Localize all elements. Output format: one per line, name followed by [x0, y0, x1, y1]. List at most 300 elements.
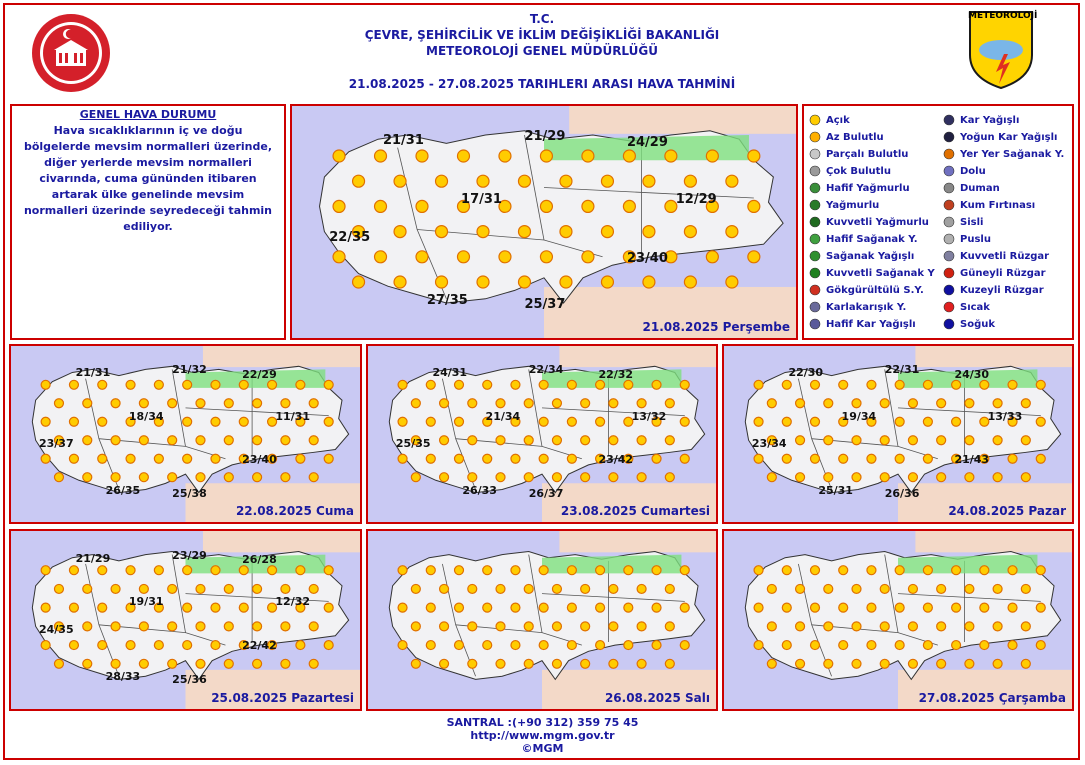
legend-label: Güneyli Rüzgar [960, 267, 1046, 279]
sunny-icon [440, 399, 449, 408]
sunny-icon [496, 436, 505, 445]
sunny-icon [518, 276, 530, 288]
temp-label: 26/33 [462, 483, 497, 497]
sunny-icon [867, 603, 876, 612]
sunny-icon [965, 584, 974, 593]
legend-label: Hafif Kar Yağışlı [826, 318, 916, 330]
sunny-icon [908, 659, 917, 668]
sunny-icon [1021, 659, 1030, 668]
sunny-icon [993, 659, 1002, 668]
sunny-icon [782, 566, 791, 575]
sunny-icon [539, 417, 548, 426]
sunny-icon [754, 380, 763, 389]
legend-symbol-icon [942, 113, 956, 127]
sunny-icon [268, 566, 277, 575]
sunny-icon [483, 454, 492, 463]
sunny-icon [993, 399, 1002, 408]
legend-item [808, 163, 891, 179]
sunny-icon [596, 641, 605, 650]
sunny-icon [309, 622, 318, 631]
sunny-icon [680, 380, 689, 389]
sunny-icon [567, 641, 576, 650]
footer-url[interactable]: http://www.mgm.gov.tr [470, 729, 615, 742]
sunny-icon [239, 380, 248, 389]
sunny-icon [168, 399, 177, 408]
neighbor-land [559, 531, 716, 552]
sunny-icon [880, 399, 889, 408]
sunny-icon [880, 622, 889, 631]
temp-label: 19/31 [128, 595, 164, 609]
sunny-icon [665, 659, 674, 668]
sunny-icon [609, 473, 618, 482]
sunny-icon [483, 641, 492, 650]
sunny-icon [309, 473, 318, 482]
sunny-icon [540, 251, 552, 263]
general-weather-title: GENEL HAVA DURUMU [79, 108, 217, 121]
legend-item [942, 214, 983, 230]
legend-item [942, 163, 986, 179]
sunny-icon [281, 436, 290, 445]
sunny-icon [582, 251, 594, 263]
sunny-icon [411, 622, 420, 631]
sunny-icon [923, 380, 932, 389]
sunny-icon [333, 251, 345, 263]
sunny-icon [183, 641, 192, 650]
sunny-icon [643, 276, 655, 288]
legend-label: Karlakarışık Y. [826, 301, 907, 313]
sunny-icon [54, 584, 63, 593]
sunny-icon [183, 417, 192, 426]
sunny-icon [1021, 584, 1030, 593]
legend-label: Dolu [960, 165, 986, 177]
sunny-icon [767, 584, 776, 593]
sunny-icon [253, 473, 262, 482]
sunny-icon [281, 473, 290, 482]
temp-label: 22/31 [884, 363, 920, 377]
temp-label: 25/37 [524, 297, 566, 312]
header-directorate: METEOROLOJİ GENEL MÜDÜRLÜĞÜ [426, 44, 658, 58]
temp-label: 23/34 [751, 437, 787, 451]
legend-item [942, 299, 990, 315]
temp-label: 19/34 [841, 409, 877, 423]
sunny-icon [69, 380, 78, 389]
sunny-icon [196, 622, 205, 631]
sunny-icon [811, 603, 820, 612]
sunny-icon [839, 603, 848, 612]
legend-label: Hafif Sağanak Y. [826, 233, 918, 245]
forecast-map-day1 [290, 104, 798, 340]
forecast-map-day3 [366, 344, 718, 524]
general-weather-text: Hava sıcaklıklarının iç ve doğu bölgelerde mevsim normalleri üzerinde, diğer yerlerde mevsim normalleri civarında, cuma gününden itibaren artarak ülke genelinde mevsim normalleri üzerinde seyredeceği tahmin ediliyor. [23, 124, 273, 233]
sunny-icon [98, 641, 107, 650]
sunny-icon [98, 380, 107, 389]
sunny-icon [993, 473, 1002, 482]
legend-label: Kuzeyli Rüzgar [960, 284, 1044, 296]
sunny-icon [824, 584, 833, 593]
legend-symbol-icon [808, 181, 822, 195]
temp-label: 13/32 [631, 409, 667, 423]
sunny-icon [196, 584, 205, 593]
legend-item [808, 299, 906, 315]
sunny-icon [483, 566, 492, 575]
sunny-icon [1036, 641, 1045, 650]
forecast-map-day7 [722, 529, 1074, 711]
sunny-icon [560, 276, 572, 288]
sunny-icon [665, 399, 674, 408]
sunny-icon [436, 175, 448, 187]
temp-label: 11/31 [275, 409, 311, 423]
sunny-icon [908, 622, 917, 631]
sunny-icon [224, 622, 233, 631]
sunny-icon [684, 175, 696, 187]
sunny-icon [895, 454, 904, 463]
sunny-icon [726, 226, 738, 238]
sunny-icon [811, 417, 820, 426]
sunny-icon [239, 417, 248, 426]
legend-symbol-icon [942, 198, 956, 212]
temp-label: 23/29 [172, 548, 207, 562]
temp-label: 22/35 [329, 229, 371, 245]
sunny-icon [296, 566, 305, 575]
map-date: 24.08.2025 Pazar [948, 504, 1066, 518]
legend-symbol-icon [808, 147, 822, 161]
sunny-icon [965, 659, 974, 668]
sunny-icon [923, 603, 932, 612]
legend-item [808, 197, 879, 213]
sunny-icon [211, 454, 220, 463]
sunny-icon [601, 175, 613, 187]
sunny-icon [411, 584, 420, 593]
sunny-icon [111, 659, 120, 668]
sunny-icon [993, 436, 1002, 445]
sunny-icon [952, 380, 961, 389]
sunny-icon [908, 399, 917, 408]
sunny-icon [54, 399, 63, 408]
sunny-icon [680, 603, 689, 612]
sunny-icon [183, 454, 192, 463]
sunny-icon [680, 454, 689, 463]
sunny-icon [937, 436, 946, 445]
sunny-icon [41, 380, 50, 389]
sunny-icon [411, 659, 420, 668]
sunny-icon [539, 641, 548, 650]
temp-label: 24/35 [38, 623, 74, 637]
sunny-icon [980, 603, 989, 612]
sunny-icon [965, 436, 974, 445]
sunny-icon [168, 436, 177, 445]
map-date: 21.08.2025 Perşembe [642, 320, 790, 334]
sunny-icon [524, 473, 533, 482]
sunny-icon [952, 603, 961, 612]
sunny-icon [168, 584, 177, 593]
sunny-icon [1036, 566, 1045, 575]
legend-label: Çok Bulutlu [826, 165, 891, 177]
sunny-icon [468, 659, 477, 668]
sunny-icon [937, 399, 946, 408]
temp-label: 21/32 [172, 363, 207, 377]
temp-label: 12/29 [675, 192, 717, 207]
legend-label: Açık [826, 114, 850, 126]
sunny-icon [83, 473, 92, 482]
sunny-icon [937, 584, 946, 593]
sunny-icon [468, 436, 477, 445]
sunny-icon [895, 417, 904, 426]
sunny-icon [511, 603, 520, 612]
sunny-icon [224, 584, 233, 593]
sunny-icon [98, 417, 107, 426]
legend-symbol-icon [942, 283, 956, 297]
sunny-icon [923, 566, 932, 575]
sunny-icon [426, 417, 435, 426]
sunny-icon [582, 150, 594, 162]
sunny-icon [524, 622, 533, 631]
sunny-icon [524, 584, 533, 593]
sunny-icon [483, 380, 492, 389]
sunny-icon [839, 566, 848, 575]
sunny-icon [483, 603, 492, 612]
sunny-icon [224, 399, 233, 408]
sunny-icon [1008, 454, 1017, 463]
sunny-icon [952, 417, 961, 426]
legend-item [808, 146, 908, 162]
sunny-icon [41, 603, 50, 612]
legend-symbol-icon [808, 249, 822, 263]
legend-symbol-icon [808, 300, 822, 314]
legend-label: Kuvvetli Rüzgar [960, 250, 1050, 262]
sunny-icon [880, 473, 889, 482]
legend-box [802, 104, 1074, 340]
legend-label: Yer Yer Sağanak Y. [960, 148, 1065, 160]
sunny-icon [83, 584, 92, 593]
sunny-icon [455, 603, 464, 612]
sunny-icon [748, 200, 760, 212]
sunny-icon [852, 584, 861, 593]
sunny-icon [624, 566, 633, 575]
sunny-icon [923, 417, 932, 426]
sunny-icon [440, 659, 449, 668]
sunny-icon [333, 200, 345, 212]
sunny-icon [139, 622, 148, 631]
sunny-icon [324, 380, 333, 389]
sunny-icon [253, 399, 262, 408]
sunny-icon [852, 659, 861, 668]
sunny-icon [811, 566, 820, 575]
sunny-icon [880, 584, 889, 593]
sunny-icon [540, 150, 552, 162]
sunny-icon [965, 622, 974, 631]
sunny-icon [83, 622, 92, 631]
sunny-icon [811, 454, 820, 463]
sunny-icon [623, 150, 635, 162]
sunny-icon [895, 566, 904, 575]
map-date: 26.08.2025 Salı [604, 691, 710, 705]
sunny-icon [211, 603, 220, 612]
sunny-icon [416, 200, 428, 212]
sunny-icon [440, 473, 449, 482]
sunny-icon [867, 380, 876, 389]
sunny-icon [426, 603, 435, 612]
sunny-icon [767, 659, 776, 668]
footer-phone: SANTRAL :(+90 312) 359 75 45 [446, 716, 639, 729]
sunny-icon [652, 566, 661, 575]
sunny-icon [937, 659, 946, 668]
sunny-icon [154, 454, 163, 463]
legend-symbol-icon [808, 113, 822, 127]
sunny-icon [394, 226, 406, 238]
sunny-icon [426, 641, 435, 650]
legend-item [942, 180, 1000, 196]
sunny-icon [183, 380, 192, 389]
sunny-icon [1036, 380, 1045, 389]
turkey-map [724, 531, 1072, 709]
sunny-icon [83, 436, 92, 445]
sunny-icon [665, 622, 674, 631]
sunny-icon [552, 659, 561, 668]
sunny-icon [496, 473, 505, 482]
sunny-icon [581, 473, 590, 482]
legend-item [808, 180, 910, 196]
sunny-icon [601, 276, 613, 288]
sunny-icon [196, 473, 205, 482]
sunny-icon [767, 473, 776, 482]
sunny-icon [782, 417, 791, 426]
sunny-icon [552, 399, 561, 408]
temp-label: 21/29 [524, 129, 566, 144]
sunny-icon [375, 200, 387, 212]
sunny-icon [1008, 566, 1017, 575]
sunny-icon [980, 566, 989, 575]
sunny-icon [993, 584, 1002, 593]
sunny-icon [754, 566, 763, 575]
sunny-icon [1021, 399, 1030, 408]
sunny-icon [908, 584, 917, 593]
sunny-icon [754, 641, 763, 650]
sunny-icon [782, 380, 791, 389]
sunny-icon [908, 473, 917, 482]
sunny-icon [1008, 380, 1017, 389]
sunny-icon [937, 473, 946, 482]
sunny-icon [183, 566, 192, 575]
sunny-icon [111, 473, 120, 482]
sunny-icon [552, 622, 561, 631]
neighbor-land [915, 531, 1072, 552]
neighbor-land [569, 106, 796, 134]
sunny-icon [839, 641, 848, 650]
sunny-icon [394, 175, 406, 187]
temp-label: 22/42 [242, 639, 277, 653]
sunny-icon [41, 641, 50, 650]
sunny-icon [824, 436, 833, 445]
sunny-icon [643, 175, 655, 187]
sunny-icon [224, 473, 233, 482]
sunny-icon [839, 380, 848, 389]
forecast-map-day2 [9, 344, 362, 524]
mgm-logo-text: METEOROLOJİ [968, 11, 1038, 21]
legend-symbol-icon [808, 283, 822, 297]
sunny-icon [324, 641, 333, 650]
sunny-icon [908, 436, 917, 445]
sunny-icon [880, 436, 889, 445]
sunny-icon [637, 436, 646, 445]
legend-item [808, 282, 924, 298]
sunny-icon [754, 454, 763, 463]
sunny-icon [111, 622, 120, 631]
sunny-icon [665, 584, 674, 593]
sunny-icon [296, 454, 305, 463]
sunny-icon [224, 659, 233, 668]
sunny-icon [581, 622, 590, 631]
sunny-icon [824, 399, 833, 408]
temp-label: 21/43 [954, 452, 990, 466]
sunny-icon [706, 251, 718, 263]
legend-symbol-icon [942, 164, 956, 178]
sunny-icon [154, 641, 163, 650]
sunny-icon [1021, 473, 1030, 482]
sunny-icon [496, 399, 505, 408]
sunny-icon [824, 622, 833, 631]
sunny-icon [665, 436, 674, 445]
sunny-icon [748, 251, 760, 263]
legend-item [942, 282, 1044, 298]
sunny-icon [457, 150, 469, 162]
legend-label: Gökgürültülü S.Y. [826, 284, 924, 296]
sunny-icon [54, 659, 63, 668]
sunny-icon [652, 380, 661, 389]
legend-label: Az Bulutlu [826, 131, 884, 143]
sunny-icon [426, 566, 435, 575]
sunny-icon [126, 641, 135, 650]
temp-label: 17/31 [461, 192, 502, 207]
sunny-icon [560, 175, 572, 187]
sunny-icon [41, 566, 50, 575]
sunny-icon [41, 454, 50, 463]
sunny-icon [126, 566, 135, 575]
sunny-icon [867, 566, 876, 575]
sunny-icon [426, 380, 435, 389]
sunny-icon [139, 399, 148, 408]
sunny-icon [69, 641, 78, 650]
legend-symbol-icon [808, 198, 822, 212]
sunny-icon [309, 659, 318, 668]
sunny-icon [782, 641, 791, 650]
sunny-icon [852, 436, 861, 445]
sunny-icon [582, 200, 594, 212]
sunny-icon [139, 659, 148, 668]
sunny-icon [83, 659, 92, 668]
sunny-icon [333, 150, 345, 162]
temp-label: 23/42 [598, 452, 634, 466]
sunny-icon [601, 226, 613, 238]
header-ministry: ÇEVRE, ŞEHİRCİLİK VE İKLİM DEĞİŞİKLİĞİ BAKANLIĞI [364, 28, 720, 42]
temp-label: 26/28 [242, 553, 277, 567]
temp-label: 26/36 [884, 486, 920, 500]
temp-label: 25/38 [172, 486, 207, 500]
sunny-icon [754, 603, 763, 612]
neighbor-land [203, 346, 360, 367]
sunny-icon [811, 641, 820, 650]
legend-item [808, 112, 850, 128]
sunny-icon [637, 622, 646, 631]
sunny-icon [652, 603, 661, 612]
sunny-icon [375, 251, 387, 263]
legend-label: Sisli [960, 216, 984, 228]
sunny-icon [796, 659, 805, 668]
sunny-icon [69, 417, 78, 426]
temp-label: 21/31 [382, 133, 424, 149]
sunny-icon [1036, 417, 1045, 426]
temp-label: 25/35 [395, 437, 431, 451]
sunny-icon [680, 566, 689, 575]
